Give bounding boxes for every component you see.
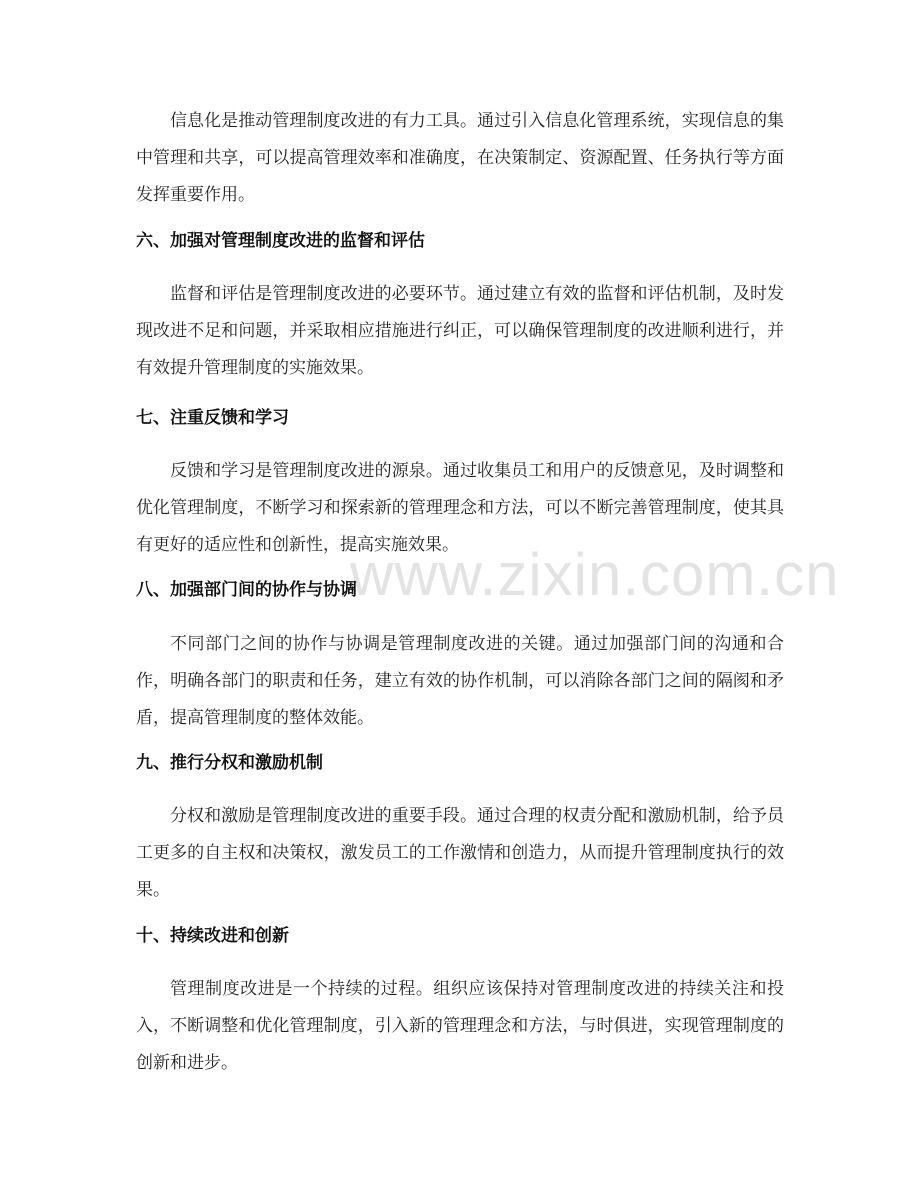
heading-section-10: 十、持续改进和创新 bbox=[136, 926, 289, 946]
paragraph-supervision: 监督和评估是管理制度改进的必要环节。通过建立有效的监督和评估机制，及时发现改进不足和问题，并采取相应措施进行纠正，可以确保管理制度的改进顺利进行，并有效提升管理制度的实施效果。 bbox=[136, 284, 784, 378]
paragraph-coordination: 不同部门之间的协作与协调是管理制度改进的关键。通过加强部门间的沟通和合作，明确各部门的职责和任务，建立有效的协作机制，可以消除各部门之间的隔阂和矛盾，提高管理制度的整体效能。 bbox=[136, 634, 784, 728]
paragraph-continuous-improvement: 管理制度改进是一个持续的过程。组织应该保持对管理制度改进的持续关注和投入，不断调整和优化管理制度，引入新的管理理念和方法，与时俱进，实现管理制度的创新和进步。 bbox=[136, 979, 784, 1073]
paragraph-feedback: 反馈和学习是管理制度改进的源泉。通过收集员工和用户的反馈意见，及时调整和优化管理制度，不断学习和探索新的管理理念和方法，可以不断完善管理制度，使其具有更好的适应性和创新性，提高实施效果。 bbox=[136, 461, 784, 555]
heading-section-9: 九、推行分权和激励机制 bbox=[136, 753, 323, 773]
heading-section-7: 七、注重反馈和学习 bbox=[136, 408, 289, 428]
heading-section-8: 八、加强部门间的协作与协调 bbox=[136, 580, 357, 600]
paragraph-decentralization: 分权和激励是管理制度改进的重要手段。通过合理的权责分配和激励机制，给予员工更多的自主权和决策权，激发员工的工作激情和创造力，从而提升管理制度执行的效果。 bbox=[136, 806, 784, 900]
watermark: www.zixin.com.cn bbox=[350, 541, 840, 608]
heading-section-6: 六、加强对管理制度改进的监督和评估 bbox=[136, 231, 425, 251]
paragraph-informatization: 信息化是推动管理制度改进的有力工具。通过引入信息化管理系统，实现信息的集中管理和共享，可以提高管理效率和准确度，在决策制定、资源配置、任务执行等方面发挥重要作用。 bbox=[136, 111, 784, 205]
